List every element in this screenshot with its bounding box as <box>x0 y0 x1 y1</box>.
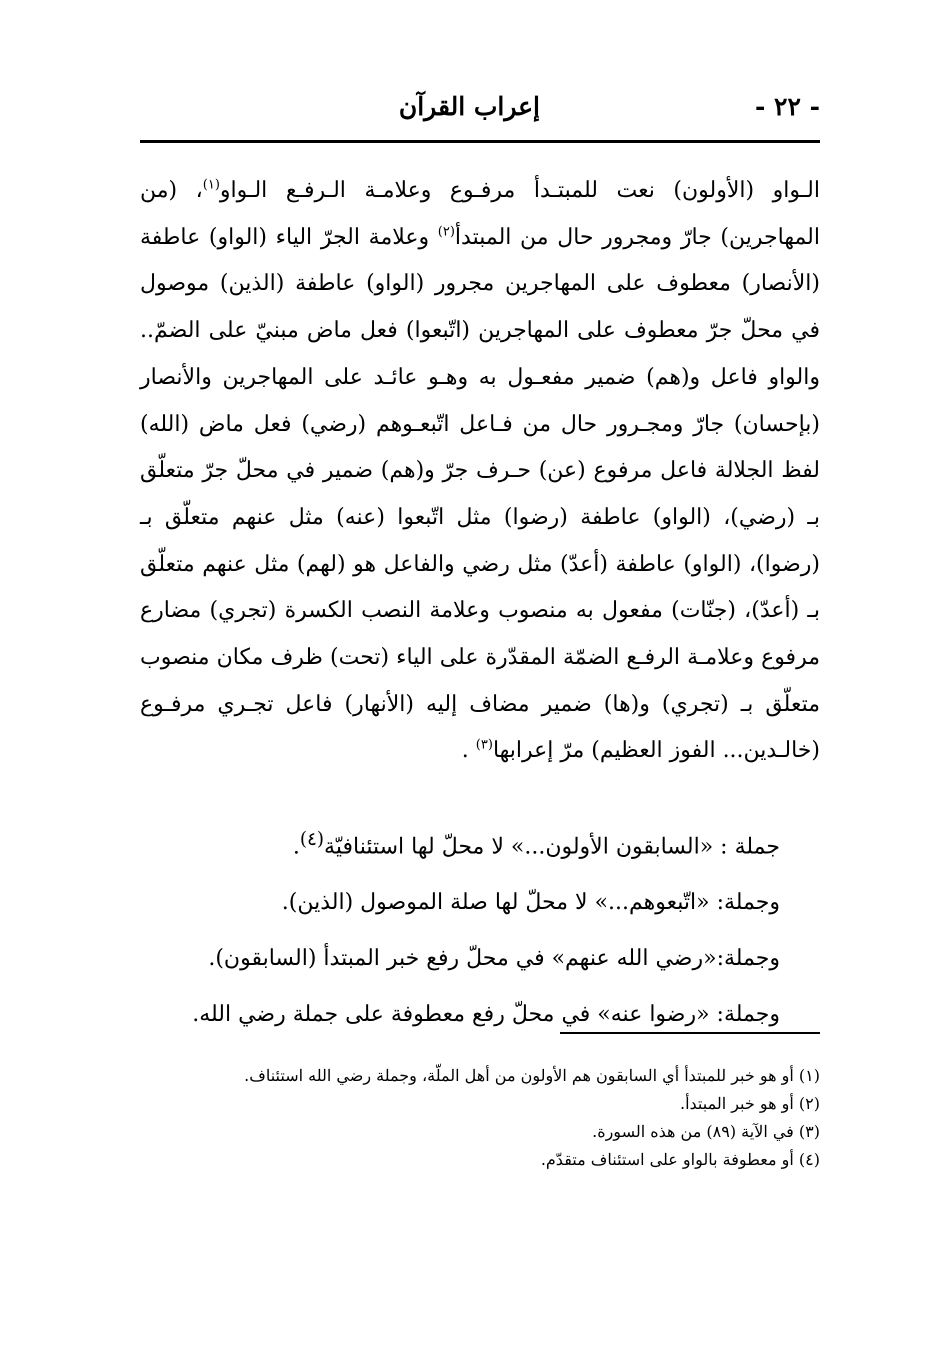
sentence-text: جملة : «السابقون الأولون...» لا محلّ لها استئنافيّة <box>324 834 780 860</box>
footnote-3: (٣) في الآية (٨٩) من هذه السورة. <box>592 1122 820 1141</box>
footnote-rule <box>560 1032 820 1034</box>
footnote-ref-2: (٢) <box>437 224 455 240</box>
sentence-1 <box>140 812 780 875</box>
text-segment: . <box>461 738 476 764</box>
footnote-ref-1: (١) <box>202 177 220 193</box>
sentence-analysis <box>140 812 780 1043</box>
footnote-ref-4: (٤) <box>299 829 325 850</box>
page-number: - ٢٢ - <box>754 92 820 121</box>
running-title: إعراب القرآن <box>398 92 540 121</box>
footnote-2: (٢) أو هو خبر المبتدأ. <box>679 1094 820 1113</box>
footnote-1: (١) أو هو خبر للمبتدأ أي السابقون هم الأولون من أهل الملّة، وجملة رضي الله استئناف. <box>244 1066 820 1085</box>
text-segment: الـواو (الأولون) نعت للمبتـدأ مرفـوع وعلامـة الـرفـع الـواو <box>219 178 820 203</box>
page-header <box>140 92 820 138</box>
text-segment: وعلامة الجرّ الياء (الواو) عاطفة (الأنصار) معطوف على المهاجرين مجرور (الواو) عاطفة (الذين) موصول في محلّ جرّ معطوف على المهاجرين (اتّبعوا) فعل ماض مبنيّ على الضمّ.. والواو فاعل و(هم) ضمير مفعـول به وهـو عائـد على المهاجرين والأنصار (بإحسان) جارّ ومجـرور حال من فـاعل اتّبعـوهم (رضي) فعل ماض (الله) لفظ الجلالة فاعل مرفوع (عن) حـرف جرّ و(هم) ضمير في محلّ جرّ متعلّق بـ (رضي)، (الواو) عاطفة (رضوا) مثل اتّبعوا (عنه) مثل عنهم متعلّق بـ (رضوا)، (الواو) عاطفة (أعدّ) مثل رضي والفاعل هو (لهم) مثل عنهم متعلّق بـ (أعدّ)، (جنّات) مفعول به منصوب وعلامة النصب الكسرة (تجري) مضارع مرفوع وعلامـة الرفـع الضمّة المقدّرة على الياء (تحت) ظرف مكان منصوب متعلّق بـ (تجري) و(ها) ضمير مضاف إليه (الأنهار) فاعل تجـري مرفـوع (خالـدين... الفوز العظيم) مرّ إعرابها <box>140 224 820 764</box>
footnote-ref-3: (٣) <box>475 738 493 754</box>
sentence-end: . <box>292 834 300 860</box>
sentence-4: وجملة: «رضوا عنه» في محلّ رفع معطوفة على جملة رضي الله. <box>192 1002 780 1028</box>
footnotes <box>140 1062 820 1174</box>
main-paragraph <box>140 168 820 775</box>
text-segment: ، (من المهاجرين) جارّ ومجرور حال من المبتدأ <box>140 178 820 250</box>
footnote-4: (٤) أو معطوفة بالواو على استئناف متقدّم. <box>540 1150 820 1169</box>
sentence-2: وجملة: «اتّبعوهم...» لا محلّ لها صلة الموصول (الذين). <box>281 890 780 916</box>
sentence-3: وجملة:«رضي الله عنهم» في محلّ رفع خبر المبتدأ (السابقون). <box>208 946 780 972</box>
header-rule <box>140 140 820 143</box>
main-text <box>140 168 820 775</box>
